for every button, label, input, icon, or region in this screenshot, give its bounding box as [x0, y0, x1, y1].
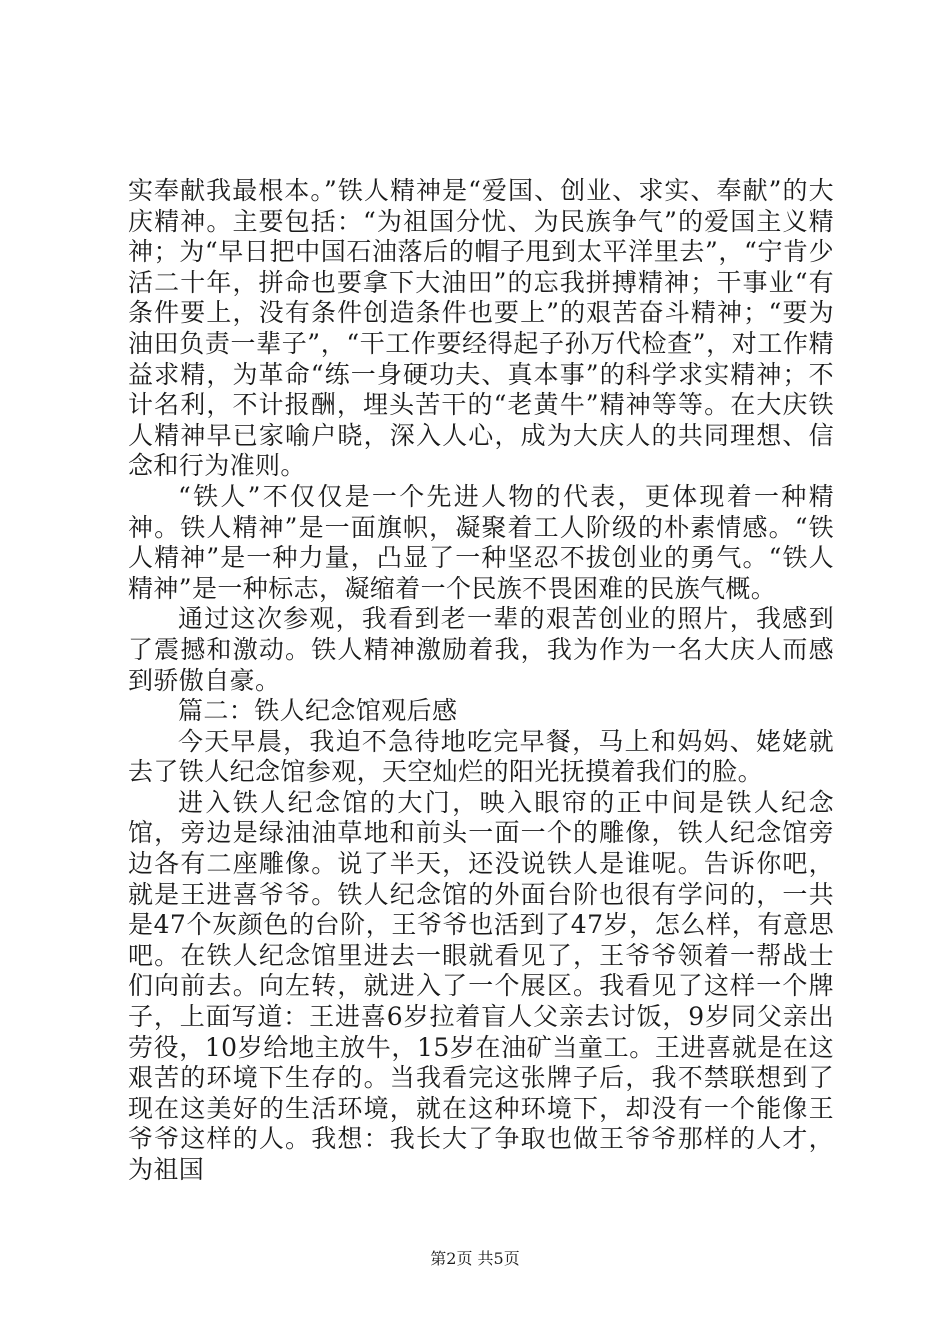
- paragraph-visit-reflection: 通过这次参观，我看到老一辈的艰苦创业的照片，我感到了震撼和激动。铁人精神激励着我，我为作为一名大庆人而感到骄傲自豪。: [128, 604, 834, 695]
- paragraph-morning: 今天早晨，我迫不急待地吃完早餐，马上和妈妈、姥姥就去了铁人纪念馆参观，天空灿烂的阳光抚摸着我们的脸。: [128, 726, 834, 787]
- paragraph-museum-visit: 进入铁人纪念馆的大门，映入眼帘的正中间是铁人纪念馆，旁边是绿油油草地和前头一面一个的雕像，铁人纪念馆旁边各有二座雕像。说了半天，还没说铁人是谁呢。告诉你吧，就是王进喜爷爷。铁人纪念馆的外面台阶也很有学问的，一共是47个灰颜色的台阶，王爷爷也活到了47岁，怎么样，有意思吧。在铁人纪念馆里进去一眼就看见了，王爷爷领着一帮战士们向前去。向左转，就进入了一个展区。我看见了这样一个牌子，上面写道：王进喜6岁拉着盲人父亲去讨饭，9岁同父亲出劳役，10岁给地主放牛，15岁在油矿当童工。王进喜就是在这艰苦的环境下生存的。当我看完这张牌子后，我不禁联想到了现在这美好的生活环境，就在这种环境下，却没有一个能像王爷爷这样的人。我想：我长大了争取也做王爷爷那样的人才，为祖国: [128, 787, 834, 1184]
- page-footer: 第2页 共5页: [430, 1249, 520, 1268]
- document-body: [128, 176, 834, 1186]
- paragraph-continued: 实奉献我最根本。”铁人精神是“爱国、创业、求实、奉献”的大庆精神。主要包括：“为祖国分忧、为民族争气”的爱国主义精神；为“早日把中国石油落后的帽子甩到太平洋里去”，“宁肯少活二十年，拼命也要拿下大油田”的忘我拼搏精神；干事业“有条件要上，没有条件创造条件也要上”的艰苦奋斗精神；“要为油田负责一辈子”，“干工作要经得起子孙万代检查”，对工作精益求精，为革命“练一身硬功夫、真本事”的科学求实精神；不计名利，不计报酬，埋头苦干的“老黄牛”精神等等。在大庆铁人精神早已家喻户晓，深入人心，成为大庆人的共同理想、信念和行为准则。: [128, 176, 834, 481]
- section-heading: 篇二：铁人纪念馆观后感: [178, 696, 458, 726]
- paragraph-iron-man-spirit: “铁人”不仅仅是一个先进人物的代表，更体现着一种精神。铁人精神”是一面旗帜，凝聚着工人阶级的朴素情感。“铁人精神”是一种力量，凸显了一种坚忍不拔创业的勇气。“铁人精神”是一种标志，凝缩着一个民族不畏困难的民族气概。: [128, 481, 834, 603]
